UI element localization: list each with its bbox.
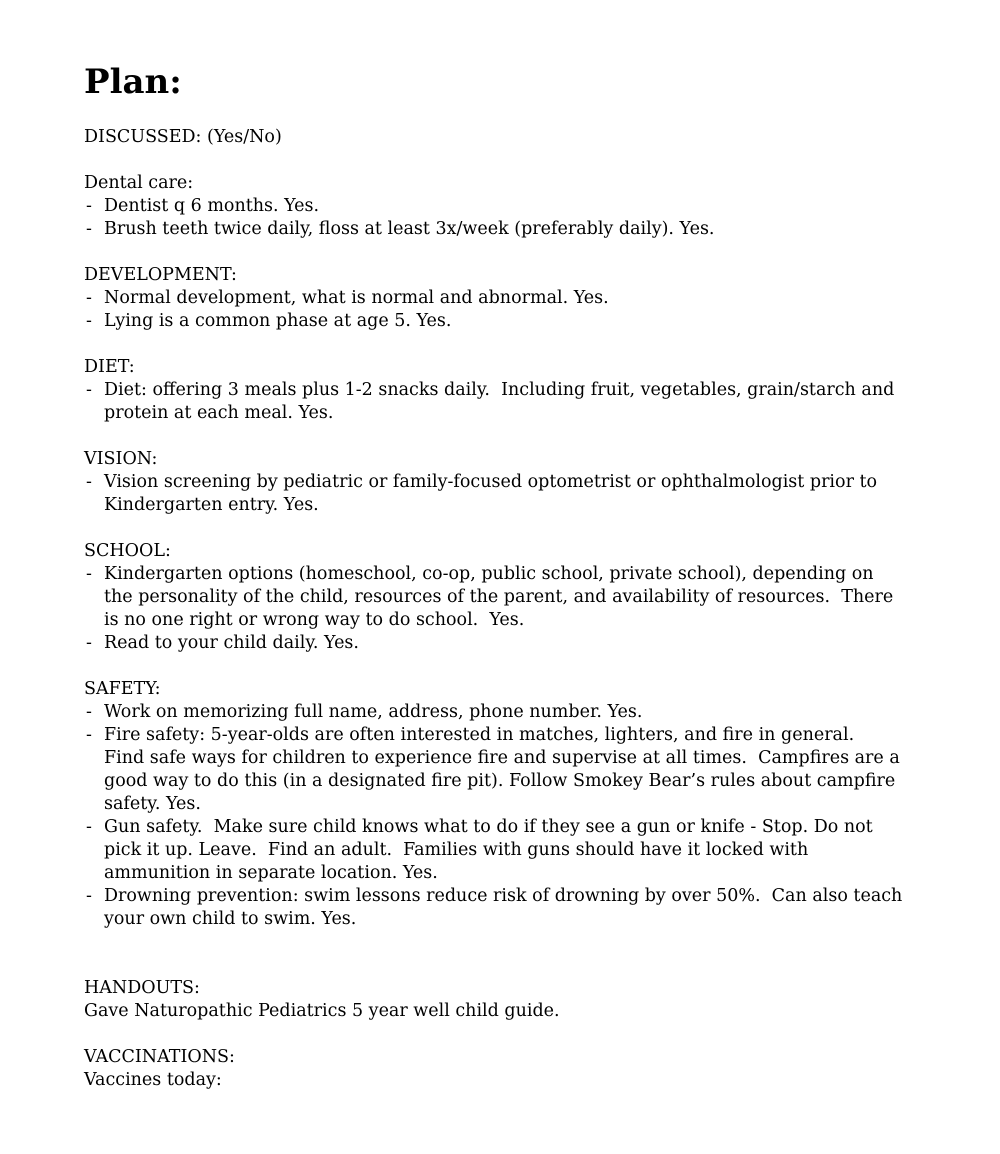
- dash-bullet-icon: -: [86, 196, 92, 216]
- dash-bullet-icon: -: [86, 219, 92, 239]
- section-heading: DEVELOPMENT:: [84, 265, 237, 285]
- section-heading: HANDOUTS:: [84, 978, 200, 998]
- section-heading: SCHOOL:: [84, 541, 171, 561]
- dash-bullet-icon: -: [86, 886, 92, 906]
- dash-bullet-icon: -: [86, 817, 92, 837]
- list-item: - Work on memorizing full name, address, phone number. Yes.: [86, 702, 643, 722]
- list-item: - Vision screening by pediatric or family-focused optometrist or ophthalmologist prior to Kindergarten entry. Yes.: [86, 472, 883, 515]
- section-development: [84, 264, 904, 333]
- dash-bullet-icon: -: [86, 702, 92, 722]
- plan-document: [84, 58, 908, 1092]
- list-item: - Fire safety: 5-year-olds are often interested in matches, lighters, and fire in general. Find safe ways for children to experience fire and supervise at all times. Campfires are a good way to do this (in a designated fire pit). Follow Smokey Bear’s rules about campfire safety. Yes.: [86, 725, 906, 814]
- page-title: Plan:: [84, 62, 182, 102]
- list-item: - Normal development, what is normal and abnormal. Yes.: [86, 288, 609, 308]
- section-vaccinations: [84, 1046, 904, 1092]
- section-dental-care: [84, 172, 904, 241]
- bullet-list: [84, 701, 908, 931]
- vaccinations-text: Vaccines today:: [84, 1070, 222, 1090]
- list-item: - Dentist q 6 months. Yes.: [86, 196, 320, 216]
- list-item: - Kindergarten options (homeschool, co-op, public school, private school), depending on the personality of the child, resources of the parent, and availability of resources. There is no one right or wrong way to do school. Yes.: [86, 564, 899, 630]
- list-item: - Brush teeth twice daily, floss at least 3x/week (preferably daily). Yes.: [86, 219, 715, 239]
- list-item: - Lying is a common phase at age 5. Yes.: [86, 311, 452, 331]
- dash-bullet-icon: -: [86, 288, 92, 308]
- section-vision: [84, 448, 904, 517]
- section-heading: VACCINATIONS:: [84, 1047, 235, 1067]
- bullet-list: [84, 195, 904, 241]
- dash-bullet-icon: -: [86, 564, 92, 584]
- bullet-list: [84, 563, 904, 655]
- section-heading: VISION:: [84, 449, 158, 469]
- dash-bullet-icon: -: [86, 380, 92, 400]
- dash-bullet-icon: -: [86, 311, 92, 331]
- dash-bullet-icon: -: [86, 472, 92, 492]
- section-school: [84, 540, 904, 655]
- bullet-list: [84, 287, 904, 333]
- list-item: - Drowning prevention: swim lessons reduce risk of drowning by over 50%. Can also teach your own child to swim. Yes.: [86, 886, 908, 929]
- list-item: - Diet: offering 3 meals plus 1-2 snacks daily. Including fruit, vegetables, grain/starch and protein at each meal. Yes.: [86, 380, 900, 423]
- list-item: - Read to your child daily. Yes.: [86, 633, 359, 653]
- section-heading: DIET:: [84, 357, 135, 377]
- bullet-list: [84, 379, 904, 425]
- section-diet: [84, 356, 904, 425]
- section-heading: Dental care:: [84, 173, 194, 193]
- discussed-label: DISCUSSED: (Yes/No): [84, 127, 282, 147]
- bullet-list: [84, 471, 904, 517]
- dash-bullet-icon: -: [86, 633, 92, 653]
- section-heading: SAFETY:: [84, 679, 161, 699]
- list-item: - Gun safety. Make sure child knows what to do if they see a gun or knife - Stop. Do not pick it up. Leave. Find an adult. Families with guns should have it locked with ammunition in separate location. Yes.: [86, 817, 879, 883]
- section-safety: [84, 678, 908, 931]
- section-handouts: [84, 977, 904, 1023]
- dash-bullet-icon: -: [86, 725, 92, 745]
- handouts-text: Gave Naturopathic Pediatrics 5 year well child guide.: [84, 1001, 560, 1021]
